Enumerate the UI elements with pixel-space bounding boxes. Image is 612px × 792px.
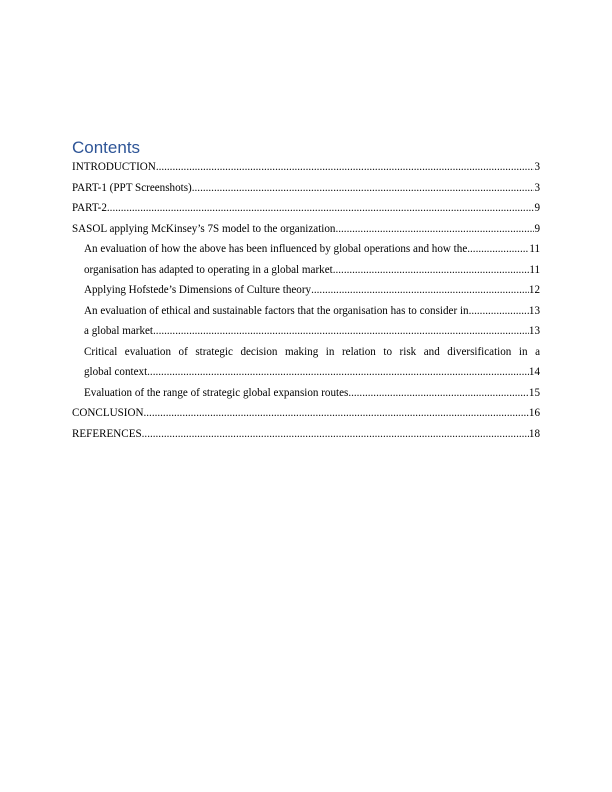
- toc-entry-page: 16: [528, 407, 540, 419]
- toc-entry-part-1[interactable]: [72, 178, 540, 199]
- toc-entry-global-operations[interactable]: [72, 239, 540, 260]
- toc-entry-title: global context: [84, 366, 148, 378]
- toc-entry-page: 13: [528, 325, 540, 337]
- toc-entry-title: a global market: [84, 325, 154, 337]
- toc-entry-conclusion[interactable]: [72, 403, 540, 424]
- toc-entry-title: Critical evaluation of strategic decision making in relation to risk and diversification in a: [84, 345, 540, 358]
- toc-entry-page: 9: [534, 222, 540, 235]
- toc-entry-page: 12: [528, 284, 540, 296]
- toc-dot-leader: [333, 260, 530, 280]
- toc-entry-page: 18: [528, 427, 540, 440]
- toc-entry-references[interactable]: [72, 424, 540, 445]
- toc-dot-leader: [144, 403, 529, 423]
- toc-entry-title: Evaluation of the range of strategic global expansion routes: [84, 386, 349, 399]
- toc-dot-leader: [467, 239, 529, 259]
- toc-entry-strategic-decision[interactable]: [72, 342, 540, 363]
- toc-entry-title: An evaluation of ethical and sustainable factors that the organisation has to consider in: [84, 304, 469, 317]
- toc-entry-title: Applying Hofstede’s Dimensions of Culture theory: [84, 284, 312, 296]
- toc-dot-leader: [147, 362, 529, 382]
- toc-entry-page: 9: [534, 202, 540, 214]
- toc-entry-page: 15: [528, 386, 540, 399]
- toc-entry-part-2[interactable]: [72, 198, 540, 219]
- toc-entry-ethical-factors-cont[interactable]: [72, 321, 540, 342]
- toc-entry-title: organisation has adapted to operating in a global market: [84, 263, 333, 276]
- toc-dot-leader: [469, 301, 529, 321]
- toc-entry-ethical-factors[interactable]: [72, 301, 540, 322]
- toc-heading: Contents: [72, 138, 141, 157]
- toc-entry-title: INTRODUCTION: [72, 161, 156, 173]
- table-of-contents: [72, 157, 540, 444]
- toc-entry-strategic-decision-cont[interactable]: [72, 362, 540, 383]
- toc-entry-page: 14: [528, 366, 540, 378]
- toc-entry-title: PART-2: [72, 202, 107, 214]
- toc-entry-title: PART-1 (PPT Screenshots): [72, 181, 192, 194]
- toc-entry-expansion-routes[interactable]: [72, 383, 540, 404]
- toc-dot-leader: [156, 157, 535, 177]
- toc-entry-page: 13: [528, 304, 540, 317]
- toc-entry-page: 3: [534, 181, 540, 194]
- toc-entry-global-operations-cont[interactable]: [72, 260, 540, 281]
- toc-dot-leader: [311, 280, 529, 300]
- toc-entry-title: An evaluation of how the above has been influenced by global operations and how the: [84, 243, 468, 255]
- toc-entry-sasol-7s-model[interactable]: [72, 219, 540, 240]
- toc-entry-hofstede[interactable]: [72, 280, 540, 301]
- toc-entry-page: 11: [529, 243, 540, 255]
- toc-entry-title: SASOL applying McKinsey’s 7S model to the organization: [72, 222, 336, 235]
- toc-dot-leader: [335, 219, 534, 239]
- toc-entry-page: 11: [529, 263, 540, 276]
- toc-dot-leader: [107, 198, 535, 218]
- toc-entry-page: 3: [534, 161, 540, 173]
- toc-entry-title: CONCLUSION: [72, 407, 144, 419]
- toc-dot-leader: [348, 383, 529, 403]
- toc-dot-leader: [142, 424, 529, 444]
- toc-dot-leader: [192, 178, 535, 198]
- toc-dot-leader: [153, 321, 529, 341]
- toc-entry-title: REFERENCES: [72, 427, 142, 440]
- toc-entry-introduction[interactable]: [72, 157, 540, 178]
